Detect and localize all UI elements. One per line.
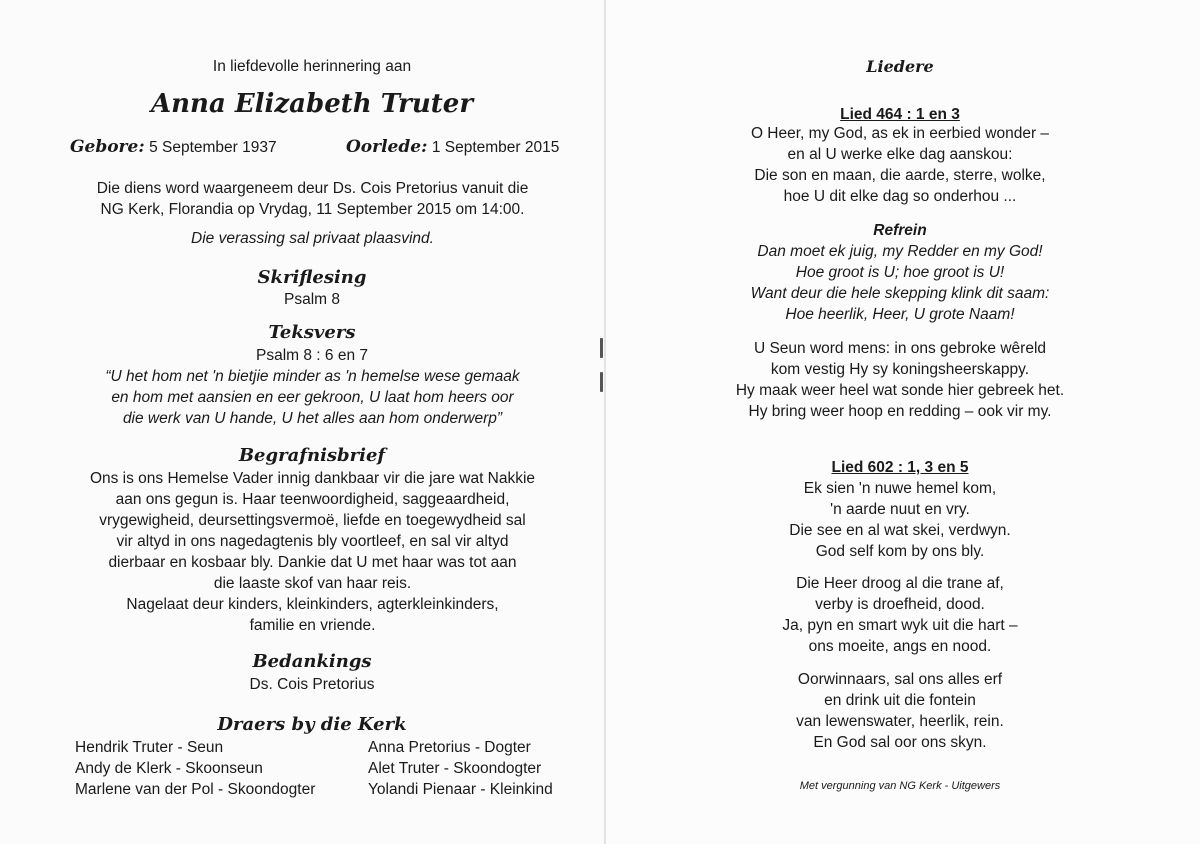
verse-line: Ek sien 'n nuwe hemel kom,	[803, 480, 997, 497]
verse-line: En God sal oor ons skyn.	[813, 734, 987, 751]
verse-line: kom vestig Hy sy koningsheerskappy.	[770, 361, 1030, 378]
letter-line: aan ons gegun is. Haar teenwoordigheid, saggeaardheid,	[115, 491, 510, 508]
refrain-line: Hoe heerlik, Heer, U grote Naam!	[785, 306, 1015, 323]
refrain-line: Want deur die hele skepping klink dit saam:	[750, 285, 1050, 302]
verse-line: U Seun word mens: in ons gebroke wêreld	[753, 340, 1047, 357]
quote-line: en hom met aansien en eer gekroon, U laat hom heers oor	[111, 389, 514, 406]
song2-verse5	[640, 669, 1160, 753]
verse-line: Ja, pyn en smart wyk uit die hart –	[782, 617, 1018, 634]
funeral-letter	[40, 468, 585, 594]
quote-line: die werk van U hande, U het alles aan hom onderwerp”	[122, 410, 503, 427]
verse-line: Hy bring weer hoop en redding – ook vir my.	[748, 403, 1052, 420]
letter-line: die laaste skof van haar reis.	[213, 575, 412, 592]
verse-line: en al U werke elke dag aanskou:	[787, 146, 1013, 163]
bearer-item: Anna Pretorius - Dogter	[368, 739, 531, 756]
service-details	[40, 178, 585, 220]
bearers-heading: Draers by die Kerk	[217, 714, 407, 735]
quote-line: “U het hom net 'n bietjie minder as 'n hemelse wese gemaak	[105, 368, 520, 385]
cremation-note: Die verassing sal privaat plaasvind.	[191, 230, 434, 247]
bearer-item: Yolandi Pienaar - Kleinkind	[368, 781, 553, 798]
text-heading: Teksvers	[268, 322, 356, 343]
died-date: 1 September 2015	[431, 139, 560, 156]
verse-line: God self kom by ons bly.	[815, 543, 985, 560]
verse-line: van lewenswater, heerlik, rein.	[796, 713, 1004, 730]
bearers-list-left	[75, 737, 315, 800]
scripture-reading: Psalm 8	[284, 291, 340, 308]
deceased-name: Anna Elizabeth Truter	[150, 89, 474, 119]
service-line: Die diens word waargeneem deur Ds. Cois Pretorius vanuit die	[96, 180, 529, 197]
staple-top	[600, 338, 603, 358]
songs-heading: Liedere	[866, 57, 934, 76]
verse-line: 'n aarde nuut en vry.	[830, 501, 970, 518]
letter-line: dierbaar en kosbaar bly. Dankie dat U met haar was tot aan	[108, 554, 517, 571]
permission-note: Met vergunning van NG Kerk - Uitgewers	[799, 780, 1001, 792]
verse-line: en drink uit die fontein	[824, 692, 976, 709]
bearers-list-right	[368, 737, 553, 800]
scripture-heading: Skriflesing	[257, 267, 367, 288]
verse-line: ons moeite, angs en nood.	[808, 638, 992, 655]
text-quote	[40, 366, 585, 429]
refrain-text	[640, 241, 1160, 325]
song1-title: Lied 464 : 1 en 3	[840, 106, 960, 123]
verse-line: verby is droefheid, dood.	[815, 596, 985, 613]
born-line	[70, 137, 277, 157]
verse-line: O Heer, my God, as ek in eerbied wonder –	[750, 125, 1050, 142]
survivors-text	[40, 594, 585, 636]
song2-verse3	[640, 573, 1160, 657]
born-date: 5 September 1937	[149, 139, 277, 156]
service-line: NG Kerk, Florandia op Vrydag, 11 September 2015 om 14:00.	[100, 201, 525, 218]
verse-line: Die Heer droog al die trane af,	[796, 575, 1004, 592]
bearer-item: Hendrik Truter - Seun	[75, 739, 224, 756]
survivors-line: familie en vriende.	[249, 617, 376, 634]
bearer-item: Marlene van der Pol - Skoondogter	[75, 781, 316, 798]
bearer-item: Alet Truter - Skoondogter	[368, 760, 542, 777]
letter-line: vir altyd in ons nagedagtenis bly voortleef, en sal vir altyd	[116, 533, 509, 550]
song2-title: Lied 602 : 1, 3 en 5	[831, 459, 969, 476]
text-reference: Psalm 8 : 6 en 7	[255, 347, 368, 364]
verse-line: Hy maak weer heel wat sonde hier gebreek het.	[735, 382, 1065, 399]
thanks-text: Ds. Cois Pretorius	[249, 676, 375, 693]
verse-line: Die son en maan, die aarde, sterre, wolke,	[754, 167, 1046, 184]
died-label: Oorlede:	[346, 137, 428, 157]
song1-verse3	[640, 338, 1160, 422]
verse-line: Oorwinnaars, sal ons alles erf	[797, 671, 1003, 688]
letter-heading: Begrafnisbrief	[238, 445, 386, 466]
letter-line: vrygewigheid, deursettingsvermoë, liefde en toegewydheid sal	[99, 512, 526, 529]
verse-line: Die see en al wat skei, verdwyn.	[789, 522, 1011, 539]
staple-bottom	[600, 372, 603, 392]
verse-line: hoe U dit elke dag so onderhou ...	[783, 188, 1017, 205]
thanks-heading: Bedankings	[252, 651, 372, 672]
refrain-heading: Refrein	[873, 222, 927, 239]
born-label: Gebore:	[70, 137, 145, 157]
letter-line: Ons is ons Hemelse Vader innig dankbaar vir die jare wat Nakkie	[89, 470, 536, 487]
song2-verse1	[640, 478, 1160, 562]
bearer-item: Andy de Klerk - Skoonseun	[75, 760, 263, 777]
page-fold	[604, 0, 606, 844]
intro-text: In liefdevolle herinnering aan	[212, 58, 412, 75]
died-line	[346, 137, 559, 157]
refrain-line: Hoe groot is U; hoe groot is U!	[795, 264, 1005, 281]
song1-verse1	[640, 123, 1160, 207]
refrain-line: Dan moet ek juig, my Redder en my God!	[757, 243, 1043, 260]
survivors-line: Nagelaat deur kinders, kleinkinders, agterkleinkinders,	[126, 596, 499, 613]
